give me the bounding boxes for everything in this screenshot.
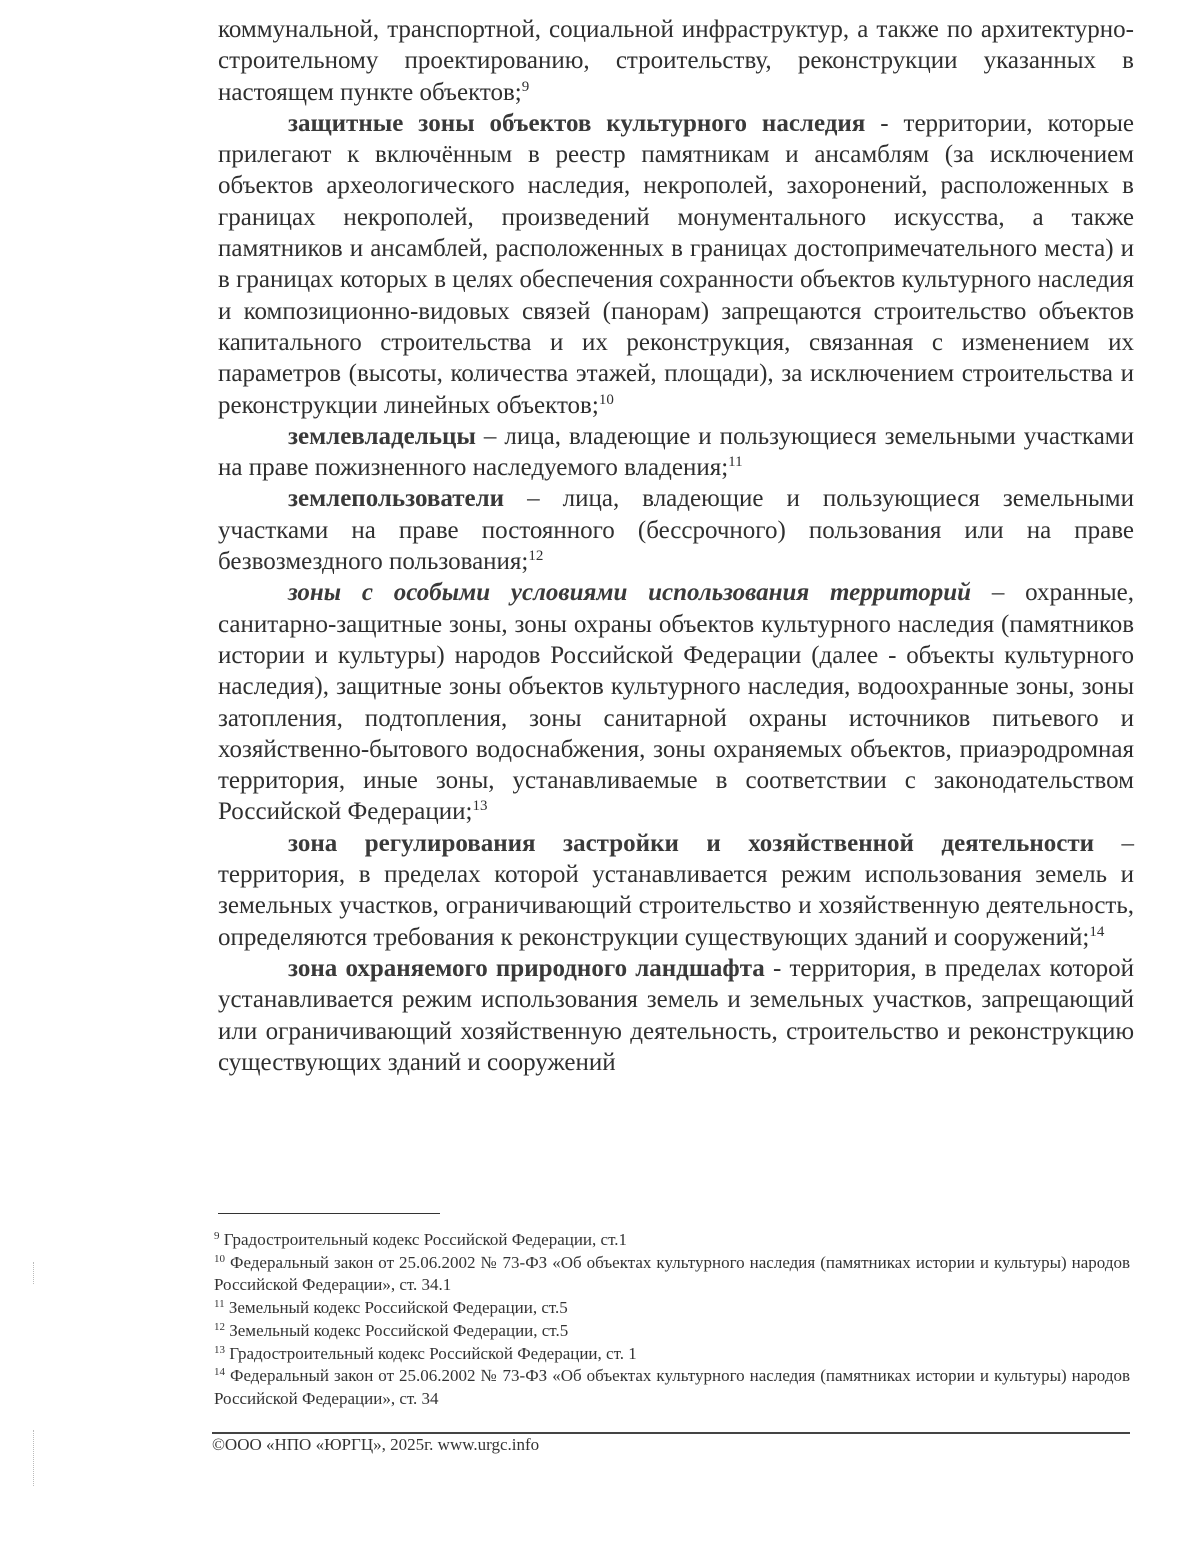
footnote <box>214 1320 1130 1343</box>
scan-artifact <box>33 1262 36 1284</box>
footnote-text: Земельный кодекс Российской Федерации, ст.5 <box>225 1320 569 1340</box>
footnote-ref[interactable]: 9 <box>521 78 530 95</box>
definition-regulation-zone <box>218 828 1134 953</box>
footnote-ref[interactable]: 12 <box>528 548 544 565</box>
definition-text: - территория, в пределах которой устанавливается режим использования земель и земельных участков, запрещающий или ограничивающий хозяйственную деятельность, строительство и реконструкцию существующих зданий и сооружений <box>218 954 1134 1076</box>
definition-special-zones <box>218 577 1134 827</box>
footnote <box>214 1343 1130 1366</box>
footnote-ref[interactable]: 14 <box>1089 923 1105 940</box>
footnote-number: 14 <box>214 1366 225 1379</box>
footnote-number: 10 <box>214 1252 225 1265</box>
definition-term: землепользователи <box>288 485 505 513</box>
definition-text: – лица, владеющие и пользующиеся земельными участками на праве постоянного (бессрочного) пользования или на праве безвозмездного пользования; <box>218 485 1134 576</box>
page-footer: ©ООО «НПО «ЮРГЦ», 2025г. www.urgc.info <box>212 1435 540 1454</box>
footnote-text: Федеральный закон от 25.06.2002 № 73-ФЗ «Об объектах культурного наследия (памятниках истории и культуры) народов Российской Федерации», ст. 34.1 <box>214 1252 1130 1295</box>
footnote-text: Земельный кодекс Российской Федерации, ст.5 <box>224 1298 568 1318</box>
footnote-text: Градостроительный кодекс Российской Федерации, ст. 1 <box>225 1343 637 1363</box>
footnote-text: Федеральный закон от 25.06.2002 № 73-ФЗ «Об объектах культурного наследия (памятниках истории и культуры) народов Российской Федерации», ст. 34 <box>214 1366 1130 1408</box>
definition-term: зона регулирования застройки и хозяйственной деятельности <box>288 829 1095 857</box>
definition-text: – охранные, санитарно-защитные зоны, зоны охраны объектов культурного наследия (памятников истории и культуры) народов Российской Федерации (далее - объекты культурного наследия), защитные зоны объектов культурного наследия, водоохранные зоны, зоны затопления, подтопления, зоны санитарной охраны источников питьевого и хозяйственно-бытового водоснабжения, зоны охраняемых объектов, приаэродромная территория, иные зоны, устанавливаемые в соответствии с законодательством Российской Федерации; <box>218 579 1134 826</box>
footnote-ref[interactable]: 11 <box>728 454 743 471</box>
definition-term: зона охраняемого природного ландшафта <box>288 954 765 982</box>
footnotes <box>214 1229 1130 1411</box>
definition-landowners <box>218 421 1134 484</box>
footnote-number: 11 <box>214 1298 225 1311</box>
footnote-text: Градостроительный кодекс Российской Федерации, ст.1 <box>219 1230 627 1249</box>
definition-protective-zones <box>218 108 1134 421</box>
footnote <box>214 1252 1130 1297</box>
definition-landscape-zone <box>218 953 1134 1078</box>
footnote-number: 12 <box>214 1320 225 1333</box>
definition-text: – территория, в пределах которой устанавливается режим использования земель и земельных участков, ограничивающий строительство и хозяйственную деятельность, определяются требования к реконструкции существующих зданий и сооружений; <box>218 829 1134 951</box>
definition-term: защитные зоны объектов культурного наследия <box>288 109 866 137</box>
definition-term: землевладельцы <box>288 422 476 450</box>
footnote-number: 9 <box>214 1230 220 1242</box>
definition-text: – лица, владеющие и пользующиеся земельными участками на праве пожизненного наследуемого владения; <box>218 422 1134 482</box>
footnote <box>214 1365 1130 1410</box>
paragraph-text: коммунальной, транспортной, социальной инфраструктур, а также по архитектурно-строительному проектированию, строительству, реконструкции указанных в настоящем пункте объектов; <box>218 16 1134 106</box>
definition-term: зоны с особыми условиями использования территорий <box>288 579 972 607</box>
footnote-number: 13 <box>214 1343 225 1356</box>
main-text <box>218 14 1134 1078</box>
footnote-separator <box>218 1213 440 1214</box>
paragraph-continuation <box>218 14 1134 108</box>
footnote <box>214 1297 1130 1320</box>
document-page <box>218 14 1134 1078</box>
definition-text: - территории, которые прилегают к включённым в реестр памятникам и ансамблям (за исключением объектов археологического наследия, некрополей, захоронений, расположенных в границах некрополей, произведений монументального искусства, а также памятников и ансамблей, расположенных в границах достопримечательного места) и в границах которых в целях обеспечения сохранности объектов культурного наследия и композиционно-видовых связей (панорам) запрещаются строительство объектов капитального строительства и их реконструкция, связанная с изменением их параметров (высоты, количества этажей, площади), за исключением строительства и реконструкции линейных объектов; <box>218 109 1134 419</box>
footnote <box>214 1229 1130 1252</box>
definition-land-users <box>218 483 1134 577</box>
scan-artifact <box>33 1430 36 1486</box>
footnote-ref[interactable]: 13 <box>472 798 488 815</box>
footnote-ref[interactable]: 10 <box>598 391 614 408</box>
